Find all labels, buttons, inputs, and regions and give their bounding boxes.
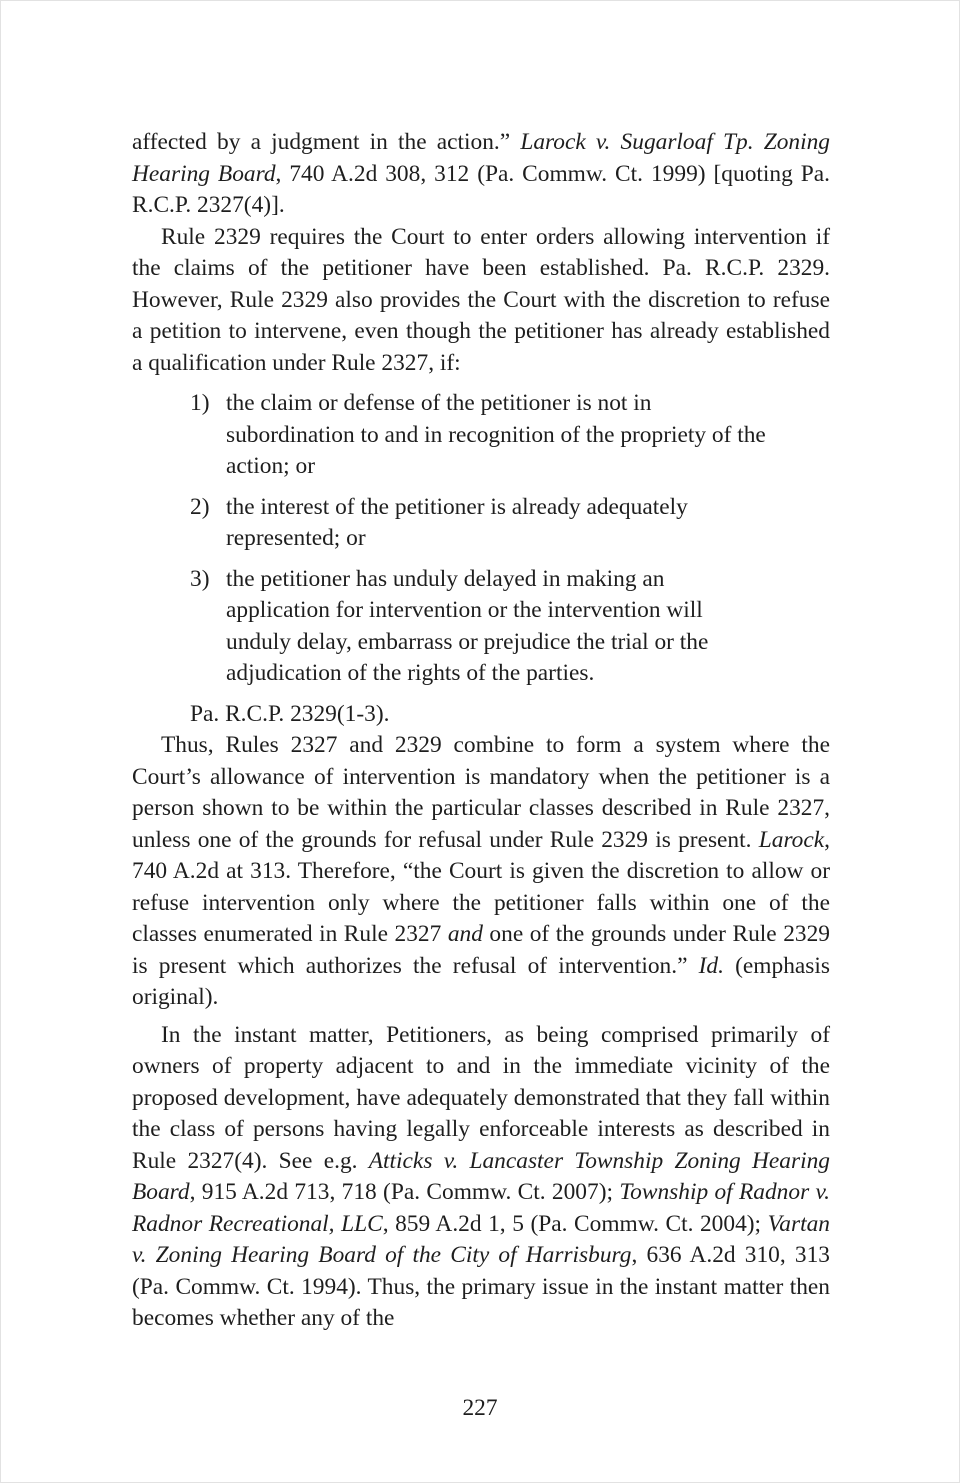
case-citation: Id. (698, 952, 724, 979)
list-item (190, 492, 772, 555)
page-body (132, 127, 830, 1335)
list-number: 3) (190, 565, 210, 592)
paragraph-instant-matter: In the instant matter, Petitioners, as being comprised primarily of owners of property adjacent to and in the immediate vicinity of the proposed development, have adequately demonstrated that they fall within the class of persons having legally enforceable interests as described in Rule 2327(4). See e.g. Atticks v. Lancaster Township Zoning Hearing Board, 915 A.2d 713, 718 (Pa. Commw. Ct. 2007); Township of Radnor v. Radnor Recreational, LLC, 859 A.2d 1, 5 (Pa. Commw. Ct. 2004); Vartan v. Zoning Hearing Board of the City of Harrisburg, 636 A.2d 310, 313 (Pa. Commw. Ct. 1994). Thus, the primary issue in the instant matter then becomes whether any of the (132, 1021, 831, 1331)
case-citation: Atticks v. Lancaster Township Zoning Hearing Board (132, 1147, 830, 1205)
list-text: the claim or defense of the petitioner is not in subordination to and in recognition of the propriety of the action; or (226, 390, 766, 479)
list-item (190, 564, 772, 690)
list-text: the petitioner has unduly delayed in making an application for intervention or the intervention will unduly delay, embarrass or prejudice the trial or the adjudication of the rights of the parties. (226, 565, 709, 686)
page-number: 227 (462, 1395, 498, 1421)
list-number: 1) (190, 390, 210, 416)
list-number: 2) (190, 493, 210, 520)
list-text: the interest of the petitioner is already adequately represented; or (226, 493, 688, 551)
emphasis: and (447, 921, 483, 947)
paragraph-continued: affected by a judgment in the action.” Larock v. Sugarloaf Tp. Zoning Hearing Board, 740 A.2d 308, 312 (Pa. Commw. Ct. 1999) [quoting Pa. R.C.P. 2327(4)]. (132, 129, 830, 218)
list-item (190, 388, 772, 483)
paragraph-rule-2329: Rule 2329 requires the Court to enter orders allowing intervention if the claims of the petitioner have been established. Pa. R.C.P. 2329. However, Rule 2329 also provides the Court with the discretion to refuse a petition to intervene, even though the petitioner has already established a qualification under Rule 2327, if: (132, 223, 830, 376)
case-citation: Vartan v. Zoning Hearing Board of the City of Harrisburg (132, 1210, 830, 1268)
case-citation: Larock (758, 826, 825, 853)
paragraph-rules-combined: Thus, Rules 2327 and 2329 combine to form a system where the Court’s allowance of intervention is mandatory when the petitioner is a person shown to be within the particular classes described in Rule 2327, unless one of the grounds for refusal under Rule 2329 is present. Larock, 740 A.2d at 313. Therefore, “the Court is given the discretion to allow or refuse intervention only where the petitioner falls within one of the classes enumerated in Rule 2327 and one of the grounds under Rule 2329 is present which authorizes the refusal of intervention.” Id. (emphasis original). (132, 732, 830, 1010)
rule-citation: Pa. R.C.P. 2329(1-3). (190, 700, 390, 727)
case-citation: Larock v. Sugarloaf Tp. Zoning Hearing Board (132, 129, 830, 187)
case-citation: Township of Radnor v. Radnor Recreational, LLC (132, 1179, 831, 1237)
refusal-grounds-list (132, 388, 830, 690)
